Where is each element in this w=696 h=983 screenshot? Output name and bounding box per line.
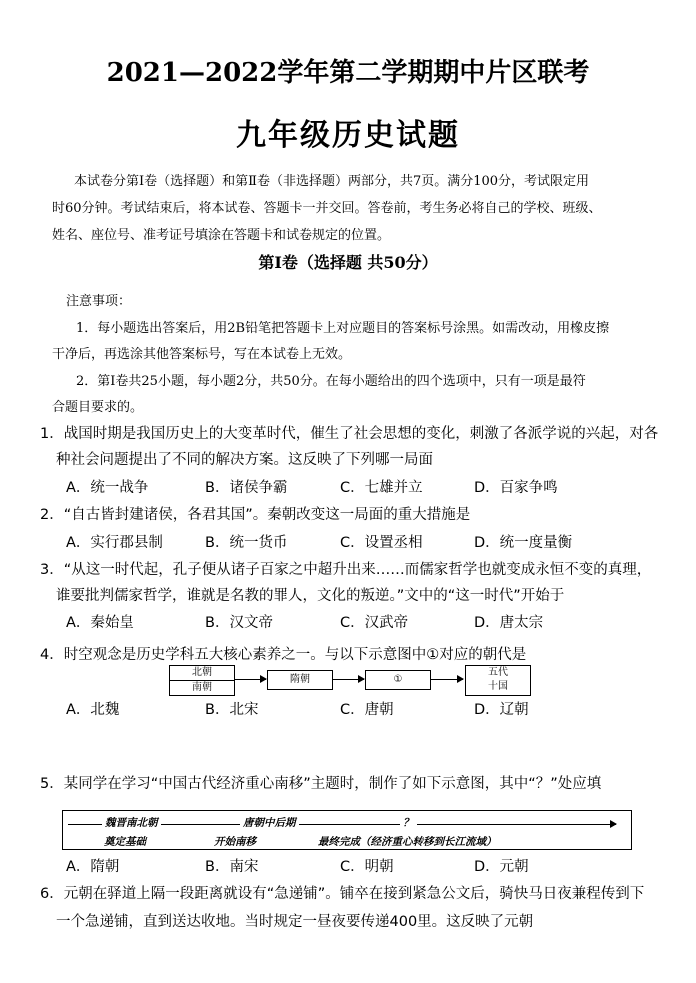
diagram-box-north-south (169, 665, 235, 696)
exam-subtitle: 九年级历史试题 (236, 118, 460, 153)
arrow-icon (332, 679, 364, 680)
q1-option-d: D．百家争鸣 (474, 480, 558, 496)
q2-option-c: C．设置丞相 (340, 535, 423, 551)
diagram-box-sui: 隋朝 (267, 670, 333, 690)
box-five-dynasties-label: 五代 (488, 667, 508, 678)
stage-label-start-shift: 开始南移 (214, 836, 256, 848)
q4-option-c: C．唐朝 (340, 702, 394, 718)
q2-option-d: D．统一度量衡 (474, 535, 573, 551)
notes-heading: 注意事项： (66, 294, 132, 309)
stage-label-complete: 最终完成（经济重心转移到长江流域） (318, 836, 497, 848)
q4-stem: 4．时空观念是历史学科五大核心素养之一。与以下示意图中①对应的朝代是 (40, 647, 527, 663)
q5-option-d: D．元朝 (474, 859, 529, 875)
q3-option-d: D．唐太宗 (474, 615, 544, 631)
note-1-line-2: 干净后，再选涂其他答案标号，写在本试卷上无效。 (52, 347, 352, 362)
q5-stem: 5．某同学在学习“中国古代经济重心南移”主题时，制作了如下示意图，其中“？”处应填 (40, 776, 602, 792)
q3-option-a: A．秦始皇 (66, 615, 134, 631)
arrow-icon (234, 679, 266, 680)
intro-line-1: 本试卷分第Ⅰ卷（选择题）和第Ⅱ卷（非选择题）两部分，共7页。满分100分，考试限定用 (74, 174, 590, 189)
q3-option-c: C．汉武帝 (340, 615, 409, 631)
box-south-dynasty: 南朝 (192, 682, 212, 693)
q2-stem: 2．“自古皆封建诸侯，各君其国”。秦朝改变这一局面的重大措施是 (40, 507, 471, 523)
note-2-line-1: 2．第Ⅰ卷共25小题，每小题2分，共50分。在每小题给出的四个选项中，只有一项是最符 (76, 374, 586, 389)
box-north-dynasty: 北朝 (170, 666, 234, 681)
q2-option-a: A．实行郡县制 (66, 535, 163, 551)
q5-option-a: A．隋朝 (66, 859, 120, 875)
q5-option-b: B．南宋 (205, 859, 259, 875)
box-ten-kingdoms-label: 十国 (488, 681, 508, 692)
q1-stem-line-1: 1．战国时期是我国历史上的大变革时代，催生了社会思想的变化，刺激了各派学说的兴起，对各 (40, 426, 659, 442)
intro-line-2: 时60分钟。考试结束后，将本试卷、答题卡一并交回。答卷前，考生务必将自己的学校、班级、 (52, 201, 602, 216)
timeline-label-wei-jin: 魏晋南北朝 (102, 815, 161, 830)
q4-option-a: A．北魏 (66, 702, 120, 718)
q1-option-a: A．统一战争 (66, 480, 149, 496)
note-1-line-1: 1．每小题选出答案后，用2B铅笔把答题卡上对应题目的答案标号涂黑。如需改动，用橡皮擦 (76, 321, 610, 336)
exam-title: 2021—2022学年第二学期期中片区联考 (106, 58, 590, 88)
q4-option-b: B．北宋 (205, 702, 259, 718)
q4-option-d: D．辽朝 (474, 702, 529, 718)
timeline-label-question: ？ (400, 815, 417, 830)
q5-option-c: C．明朝 (340, 859, 394, 875)
q3-stem-line-2: 谁要批判儒家哲学，谁就是名教的罪人，文化的叛逆。”文中的“这一时代”开始于 (56, 588, 565, 604)
diagram-box-five-dynasties (465, 665, 531, 696)
timeline-label-mid-tang: 唐朝中后期 (240, 815, 299, 830)
stage-label-foundation: 奠定基础 (104, 836, 146, 848)
arrow-icon (430, 679, 463, 680)
q1-option-b: B．诸侯争霸 (205, 480, 288, 496)
q6-stem-line-1: 6．元朝在驿道上隔一段距离就设有“急递铺”。铺卒在接到紧急公文后，骑快马日夜兼程传到下 (40, 886, 645, 902)
intro-line-3: 姓名、座位号、准考证号填涂在答题卡和试卷规定的位置。 (52, 228, 391, 243)
note-2-line-2: 合题目要求的。 (52, 400, 144, 415)
q1-option-c: C．七雄并立 (340, 480, 423, 496)
q1-stem-line-2: 种社会问题提出了不同的解决方案。这反映了下列哪一局面 (56, 452, 433, 468)
q3-stem-line-1: 3．“从这一时代起，孔子便从诸子百家之中超升出来……而儒家哲学也就变成永恒不变的真理， (40, 562, 652, 578)
q2-option-b: B．统一货币 (205, 535, 288, 551)
section-title: 第Ⅰ卷（选择题 共50分） (258, 253, 438, 272)
q3-option-b: B．汉文帝 (205, 615, 273, 631)
diagram-box-unknown: ① (365, 670, 431, 690)
q6-stem-line-2: 一个急递铺，直到送达收地。当时规定一昼夜要传递400里。这反映了元朝 (56, 914, 534, 930)
